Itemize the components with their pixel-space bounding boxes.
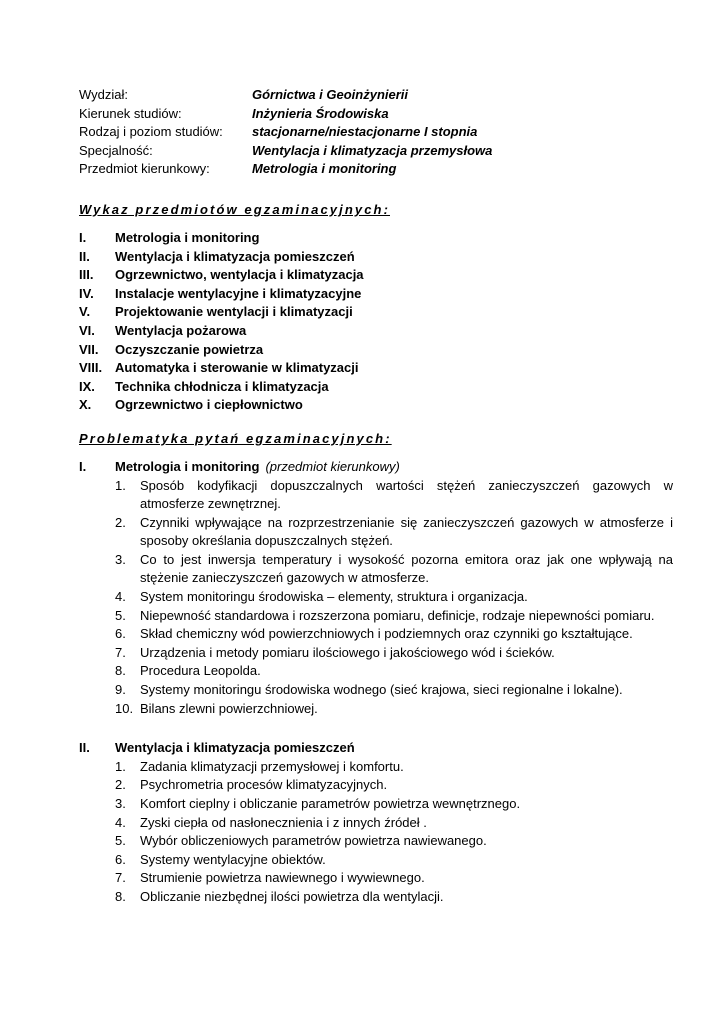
- question-number: 4.: [115, 589, 126, 605]
- info-value: Inżynieria Środowiska: [252, 105, 389, 121]
- subject-item: [79, 303, 679, 322]
- info-row-specialty: [79, 142, 679, 161]
- subject-item: [79, 266, 679, 285]
- question-text: Bilans zlewni powierzchniowej.: [140, 700, 318, 716]
- question-number: 10.: [115, 700, 134, 716]
- subject-name: Wentylacja i klimatyzacja pomieszczeń: [115, 248, 355, 264]
- question-number: 9.: [115, 682, 126, 698]
- question-list: [115, 477, 673, 719]
- question-number: 8.: [115, 663, 126, 679]
- topic-number: I.: [79, 458, 87, 474]
- question-item: [115, 551, 673, 588]
- question-number: 1.: [115, 758, 126, 774]
- question-number: 3.: [115, 551, 126, 567]
- question-number: 6.: [115, 851, 126, 867]
- topic-section: [79, 458, 679, 718]
- question-text: Systemy wentylacyjne obiektów.: [140, 851, 326, 867]
- question-number: 5.: [115, 607, 126, 623]
- info-row-level: [79, 123, 679, 142]
- subject-number: VIII.: [79, 360, 103, 376]
- question-list: [115, 758, 673, 907]
- info-row-faculty: [79, 86, 679, 105]
- issues-heading: Problematyka pytań egzaminacyjnych:: [79, 430, 392, 446]
- subject-item: [79, 285, 679, 304]
- topic-section: [79, 739, 679, 906]
- info-value: Wentylacja i klimatyzacja przemysłowa: [252, 142, 493, 158]
- document-page: [79, 86, 679, 907]
- question-item: [115, 681, 673, 700]
- info-label: Specjalność:: [79, 142, 153, 158]
- info-value: Górnictwa i Geoinżynierii: [252, 87, 409, 102]
- question-item: [115, 832, 673, 851]
- subject-number: III.: [79, 267, 94, 283]
- question-item: [115, 644, 673, 663]
- subject-name: Projektowanie wentylacji i klimatyzacji: [115, 304, 353, 320]
- info-row-subject: [79, 160, 679, 179]
- subject-item: [79, 341, 679, 360]
- question-item: [115, 851, 673, 870]
- topic-number: II.: [79, 740, 90, 756]
- question-item: [115, 869, 673, 888]
- question-item: [115, 607, 673, 626]
- topic-header: [79, 458, 679, 477]
- subject-number: I.: [79, 229, 87, 245]
- question-number: 7.: [115, 644, 126, 660]
- question-text: Zyski ciepła od nasłonecznienia i z innych źródeł .: [140, 814, 427, 830]
- subject-item: [79, 396, 679, 415]
- info-label: Wydział:: [79, 87, 129, 102]
- subject-name: Technika chłodnicza i klimatyzacja: [115, 378, 329, 394]
- info-value: stacjonarne/niestacjonarne I stopnia: [252, 124, 478, 140]
- question-item: [115, 514, 673, 551]
- subject-number: VI.: [79, 322, 95, 338]
- subject-item: [79, 229, 679, 248]
- question-number: 7.: [115, 870, 126, 886]
- question-number: 4.: [115, 814, 126, 830]
- question-text: Obliczanie niezbędnej ilości powietrza dla wentylacji.: [140, 888, 444, 904]
- subject-number: V.: [79, 304, 91, 320]
- question-number: 2.: [115, 777, 126, 793]
- subject-item: [79, 378, 679, 397]
- subject-number: X.: [79, 397, 92, 413]
- question-item: [115, 795, 673, 814]
- question-number: 3.: [115, 796, 126, 811]
- subject-name: Metrologia i monitoring: [115, 229, 260, 245]
- subjects-list: [79, 229, 679, 415]
- subject-name: Wentylacja pożarowa: [115, 322, 247, 338]
- info-label: Rodzaj i poziom studiów:: [79, 124, 223, 140]
- question-text: Strumienie powietrza nawiewnego i wywiewnego.: [140, 870, 425, 886]
- subject-number: VII.: [79, 341, 99, 357]
- question-item: [115, 758, 673, 777]
- question-text: Wybór obliczeniowych parametrów powietrza nawiewanego.: [140, 833, 487, 849]
- topic-note: (przedmiot kierunkowy): [265, 458, 400, 474]
- info-value: Metrologia i monitoring: [252, 161, 397, 177]
- question-item: [115, 700, 673, 719]
- question-item: [115, 776, 673, 795]
- question-item: [115, 662, 673, 681]
- question-number: 2.: [115, 514, 126, 530]
- question-number: 6.: [115, 626, 126, 642]
- topic-title: Wentylacja i klimatyzacja pomieszczeń: [115, 740, 355, 756]
- question-text: Komfort cieplny i obliczanie parametrów powietrza wewnętrznego.: [140, 796, 521, 811]
- question-number: 5.: [115, 833, 126, 849]
- question-text: Procedura Leopolda.: [140, 663, 261, 679]
- question-text: Psychrometria procesów klimatyzacyjnych.: [140, 777, 388, 793]
- subject-name: Instalacje wentylacyjne i klimatyzacyjne: [115, 285, 362, 301]
- question-text: Skład chemiczny wód powierzchniowych i podziemnych oraz czynniki go kształtujące.: [140, 626, 633, 642]
- subject-number: IX.: [79, 378, 95, 394]
- subject-item: [79, 248, 679, 267]
- question-item: [115, 625, 673, 644]
- question-item: [115, 814, 673, 833]
- question-number: 1.: [115, 477, 126, 493]
- question-item: [115, 477, 673, 514]
- question-text: Czynniki wpływające na rozprzestrzenianie się zanieczyszczeń gazowych w atmosferze i sposoby określania dopuszczalnych stężeń.: [140, 514, 673, 549]
- question-number: 8.: [115, 888, 126, 904]
- question-text: Urządzenia i metody pomiaru ilościowego i jakościowego wód i ścieków.: [140, 644, 555, 660]
- subject-name: Ogrzewnictwo i ciepłownictwo: [115, 397, 303, 413]
- question-text: Zadania klimatyzacji przemysłowej i komfortu.: [140, 758, 404, 774]
- question-item: [115, 588, 673, 607]
- topic-title: Metrologia i monitoring: [115, 458, 260, 474]
- info-row-field: [79, 105, 679, 124]
- program-info: [79, 86, 679, 179]
- question-text: Sposób kodyfikacji dopuszczalnych wartości stężeń zanieczyszczeń gazowych w atmosferze zewnętrznej.: [140, 477, 673, 512]
- subject-number: II.: [79, 248, 90, 264]
- question-text: System monitoringu środowiska – elementy, struktura i organizacja.: [140, 589, 528, 605]
- subject-item: [79, 359, 679, 378]
- subject-name: Ogrzewnictwo, wentylacja i klimatyzacja: [115, 267, 364, 283]
- info-label: Kierunek studiów:: [79, 105, 182, 121]
- question-text: Co to jest inwersja temperatury i wysokość pozorna emitora oraz jak one wpływają na stężenie zanieczyszczeń gazowych w atmosferze.: [140, 551, 673, 586]
- question-item: [115, 888, 673, 907]
- subject-number: IV.: [79, 285, 94, 301]
- subject-name: Automatyka i sterowanie w klimatyzacji: [115, 360, 359, 376]
- subjects-heading: Wykaz przedmiotów egzaminacyjnych:: [79, 201, 390, 217]
- question-text: Niepewność standardowa i rozszerzona pomiaru, definicje, rodzaje niepewności pomiaru.: [140, 607, 655, 623]
- topic-header: [79, 739, 679, 758]
- info-label: Przedmiot kierunkowy:: [79, 161, 210, 177]
- question-text: Systemy monitoringu środowiska wodnego (sieć krajowa, sieci regionalne i lokalne).: [140, 682, 623, 698]
- subject-item: [79, 322, 679, 341]
- subject-name: Oczyszczanie powietrza: [115, 341, 264, 357]
